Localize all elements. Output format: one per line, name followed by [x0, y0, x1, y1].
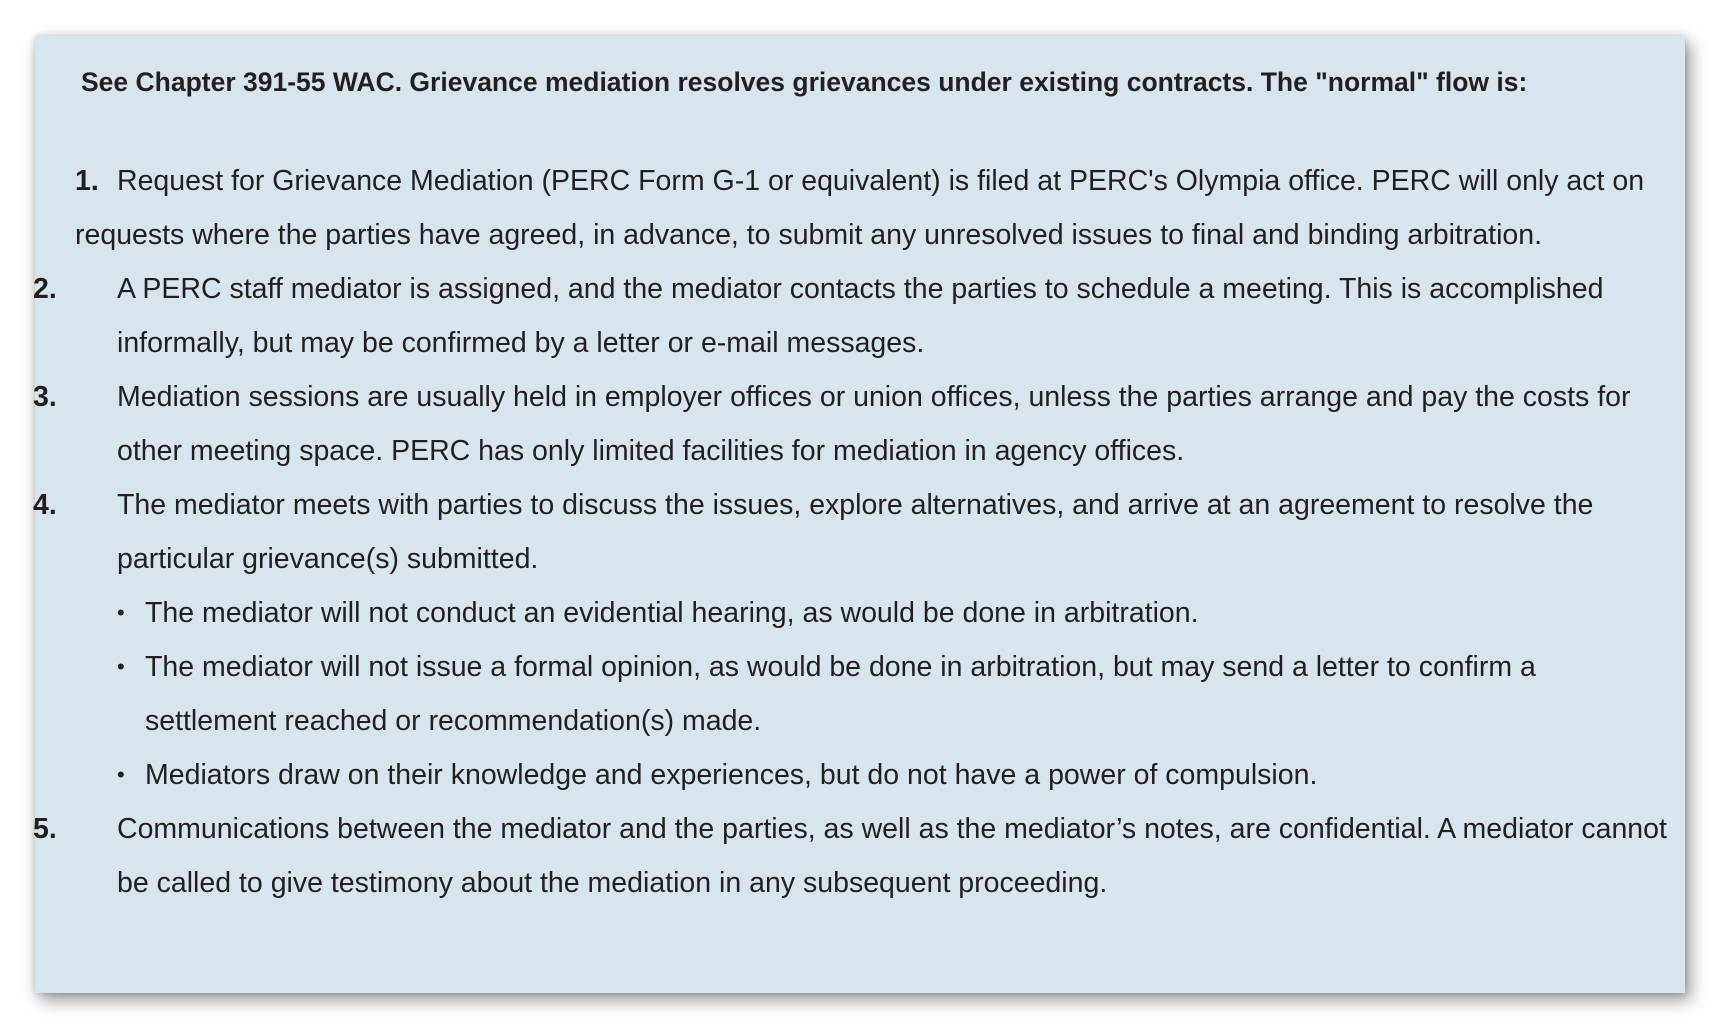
step-text: Mediation sessions are usually held in employer offices or union offices, unless the parties arrange and pay the costs for other meeting space. PERC has only limited facilities for mediation in agency offices.	[117, 381, 1631, 467]
bullet-glyph: •	[117, 654, 125, 679]
bullet-item	[75, 748, 1675, 802]
step-number: 2.	[33, 273, 57, 305]
step-3	[33, 370, 1675, 478]
grievance-mediation-box	[35, 36, 1685, 993]
box-heading: See Chapter 391-55 WAC. Grievance mediation resolves grievances under existing contracts. The "normal" flow is:	[81, 67, 1528, 97]
step-number: 5.	[33, 813, 57, 845]
bullet-text: The mediator will not issue a formal opinion, as would be done in arbitration, but may send a letter to confirm a settlement reached or recommendation(s) made.	[145, 651, 1536, 737]
step-4	[33, 478, 1675, 802]
step-5	[33, 802, 1675, 910]
step-text: Communications between the mediator and the parties, as well as the mediator’s notes, are confidential. A mediator cannot be called to give testimony about the mediation in any subsequent proceeding.	[117, 813, 1667, 899]
bullet-glyph: •	[117, 600, 125, 625]
step-1	[75, 154, 1675, 262]
step-number: 3.	[33, 381, 57, 413]
bullet-glyph: •	[117, 762, 125, 787]
step-number: 1.	[75, 165, 99, 197]
step-text: Request for Grievance Mediation (PERC Form G-1 or equivalent) is filed at PERC's Olympia office. PERC will only act on requests where the parties have agreed, in advance, to submit any unresolved issues to final and binding arbitration.	[75, 165, 1645, 251]
step-text: The mediator meets with parties to discuss the issues, explore alternatives, and arrive at an agreement to resolve the particular grievance(s) submitted.	[117, 489, 1594, 575]
step-2	[33, 262, 1675, 370]
bullet-text: The mediator will not conduct an evidential hearing, as would be done in arbitration.	[145, 597, 1199, 629]
bullet-item	[75, 586, 1675, 640]
bullet-text: Mediators draw on their knowledge and experiences, but do not have a power of compulsion.	[145, 759, 1318, 791]
bullet-item	[75, 640, 1675, 748]
step-4-bullets	[75, 586, 1675, 802]
step-text: A PERC staff mediator is assigned, and the mediator contacts the parties to schedule a meeting. This is accomplished informally, but may be confirmed by a letter or e-mail messages.	[117, 273, 1604, 359]
mediation-steps-list	[33, 154, 1675, 910]
step-number: 4.	[33, 489, 57, 521]
